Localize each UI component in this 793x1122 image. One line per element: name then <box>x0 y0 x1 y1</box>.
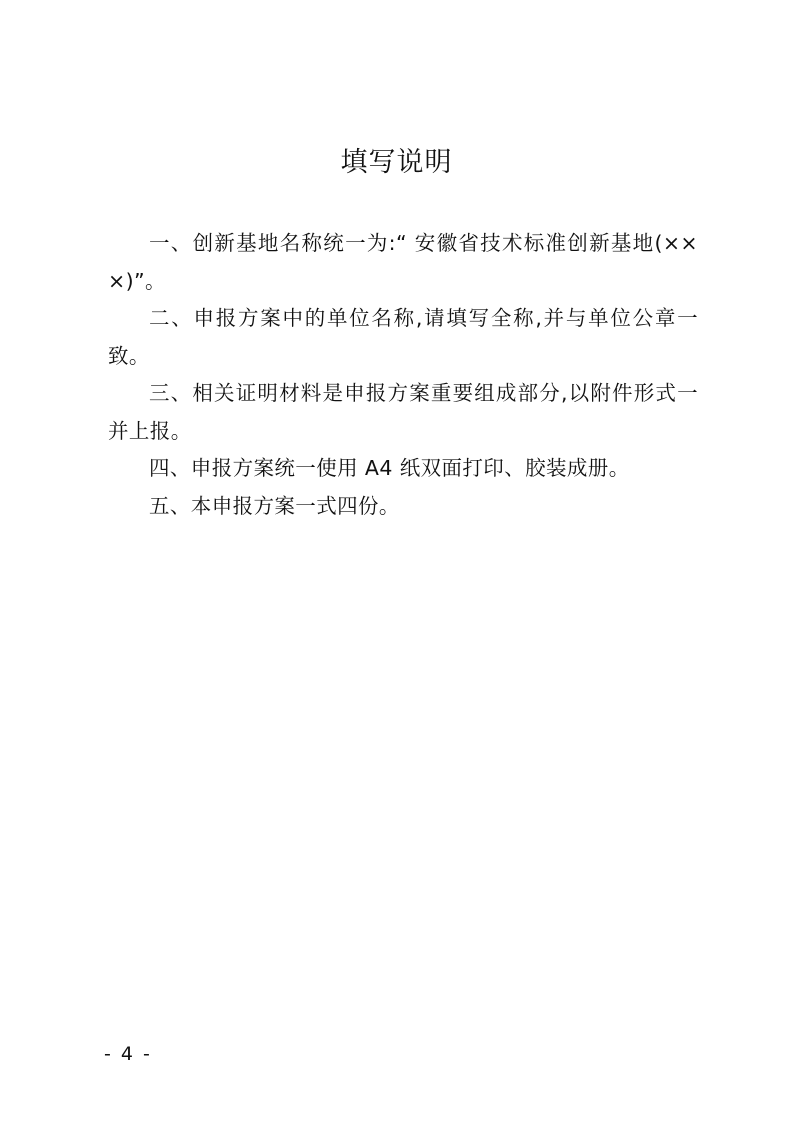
instruction-item-5: 五、本申报方案一式四份。 <box>149 493 400 518</box>
instruction-item-1: 一、创新基地名称统一为:“ 安徽省技术标准创新基地(×××)”。 <box>108 231 698 293</box>
instruction-item-4: 四、申报方案统一使用 A4 纸双面打印、胶装成册。 <box>149 456 630 480</box>
instruction-list <box>108 225 698 525</box>
instruction-item-2: 二、申报方案中的单位名称,请填写全称,并与单位公章一致。 <box>108 306 698 368</box>
instruction-item-3: 三、相关证明材料是申报方案重要组成部分,以附件形式一并上报。 <box>108 381 698 443</box>
page-number: - 4 - <box>104 1043 152 1065</box>
document-title: 填写说明 <box>340 147 453 178</box>
